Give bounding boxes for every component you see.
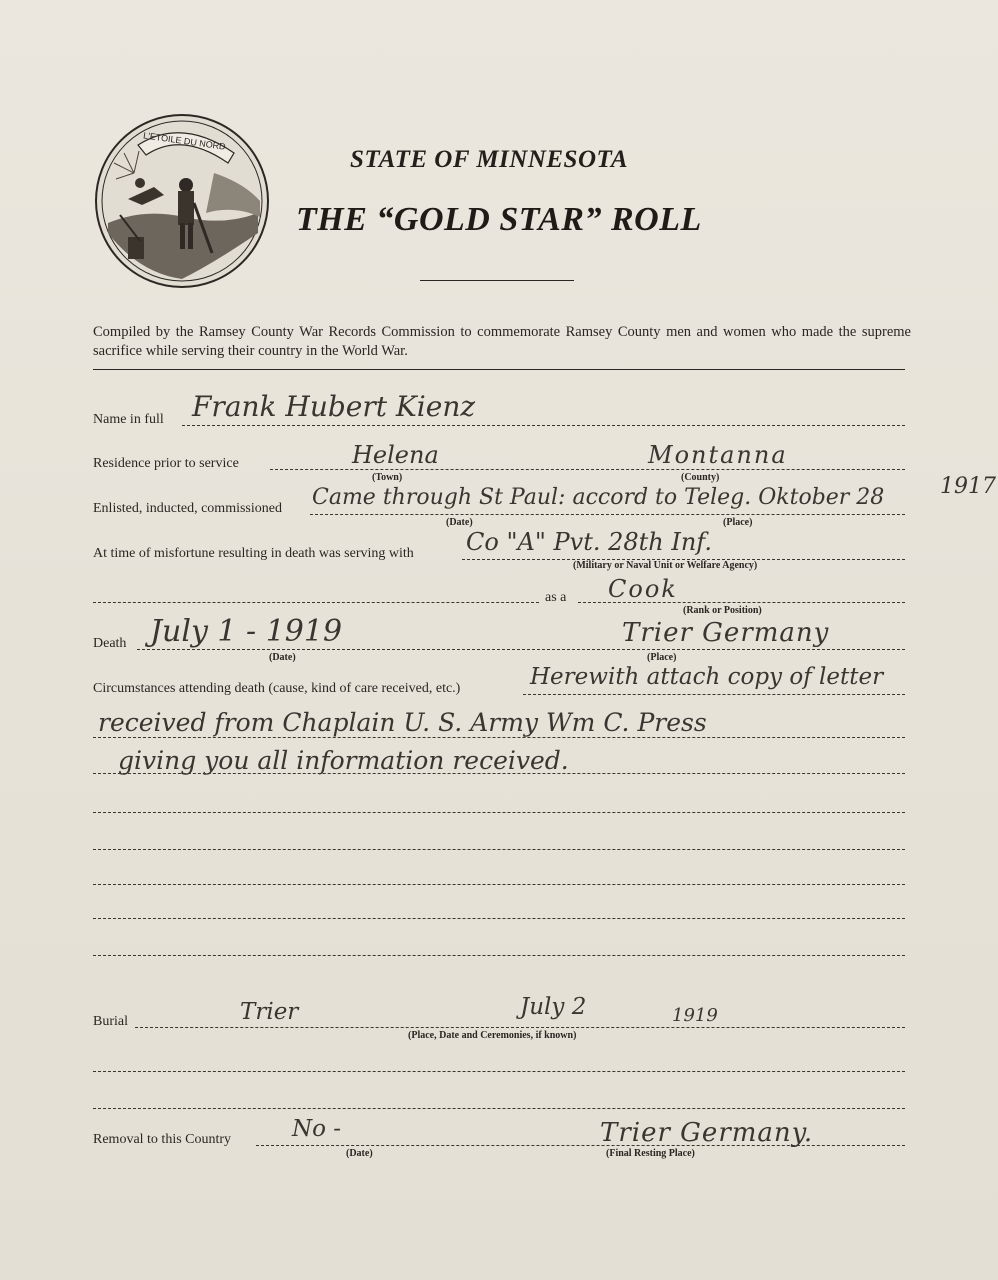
name-label: Name in full — [93, 412, 164, 427]
residence-line — [270, 469, 905, 470]
removal-date-caption: (Date) — [346, 1148, 373, 1159]
blank-line — [93, 884, 905, 885]
blank-line — [93, 955, 905, 956]
enlisted-entry[interactable]: Came through St Paul: accord to Teleg. Oktober 28 — [312, 485, 885, 510]
seal-motto: L'ETOILE DU NORD — [142, 130, 227, 152]
name-entry[interactable]: Frank Hubert Kienz — [192, 390, 476, 423]
circumstances-label: Circumstances attending death (cause, kind of care received, etc.) — [93, 681, 461, 696]
circumstances-line-1 — [523, 694, 905, 695]
burial-caption: (Place, Date and Ceremonies, if known) — [408, 1030, 577, 1041]
final-place-caption: (Final Resting Place) — [606, 1148, 695, 1159]
burial-line — [135, 1027, 905, 1028]
burial-place-entry[interactable]: Trier — [240, 999, 299, 1025]
blank-line — [93, 812, 905, 813]
county-caption: (County) — [681, 472, 720, 483]
as-a-label: as a — [545, 590, 567, 605]
removal-entry[interactable]: No - — [292, 1116, 342, 1142]
removal-label: Removal to this Country — [93, 1132, 232, 1147]
burial-year-entry[interactable]: 1919 — [672, 1005, 718, 1026]
blank-line — [93, 1108, 905, 1109]
enlisted-label: Enlisted, inducted, commissioned — [93, 501, 282, 516]
name-line — [182, 425, 905, 426]
unit-entry[interactable]: Co "A" Pvt. 28th Inf. — [466, 528, 712, 556]
death-place-entry[interactable]: Trier Germany — [622, 618, 830, 648]
rank-entry[interactable]: Cook — [608, 575, 678, 603]
residence-town-entry[interactable]: Helena — [352, 441, 439, 469]
enlisted-year-entry[interactable]: 1917 — [940, 474, 996, 499]
enlisted-place-caption: (Place) — [723, 517, 753, 528]
as-a-leading-line — [93, 602, 539, 603]
circumstances-entry-1[interactable]: Herewith attach copy of letter — [530, 664, 884, 690]
minnesota-state-seal — [94, 113, 270, 289]
enlisted-date-caption: (Date) — [446, 517, 473, 528]
intro-rule — [93, 369, 905, 370]
intro-text: Compiled by the Ramsey County War Records Commission to commemorate Ramsey County men and women who made the supreme sacrifice while serving their country in the World War. — [93, 324, 911, 359]
blank-line — [93, 918, 905, 919]
death-line — [137, 649, 905, 650]
rank-caption: (Rank or Position) — [683, 605, 762, 616]
roll-title: THE “GOLD STAR” ROLL — [296, 201, 702, 238]
unit-caption: (Military or Naval Unit or Welfare Agency) — [573, 560, 758, 571]
final-resting-place-entry[interactable]: Trier Germany. — [600, 1118, 814, 1148]
town-caption: (Town) — [372, 472, 403, 483]
circumstances-line-2 — [93, 737, 905, 738]
death-place-caption: (Place) — [647, 652, 677, 663]
death-label: Death — [93, 636, 127, 651]
circumstances-entry-3[interactable]: giving you all information received. — [118, 746, 569, 775]
blank-line — [93, 1071, 905, 1072]
death-date-caption: (Date) — [269, 652, 296, 663]
state-heading: STATE OF MINNESOTA — [350, 146, 629, 173]
residence-label: Residence prior to service — [93, 456, 239, 471]
death-date-entry[interactable]: July 1 - 1919 — [150, 614, 343, 649]
residence-county-entry[interactable]: Montanna — [648, 441, 788, 469]
burial-label: Burial — [93, 1014, 128, 1029]
enlisted-line — [310, 514, 905, 515]
blank-line — [93, 849, 905, 850]
circumstances-entry-2[interactable]: received from Chaplain U. S. Army Wm C. Press — [98, 708, 707, 737]
burial-date-entry[interactable]: July 2 — [520, 994, 587, 1020]
title-rule — [420, 280, 574, 281]
serving-label: At time of misfortune resulting in death was serving with — [93, 546, 414, 561]
